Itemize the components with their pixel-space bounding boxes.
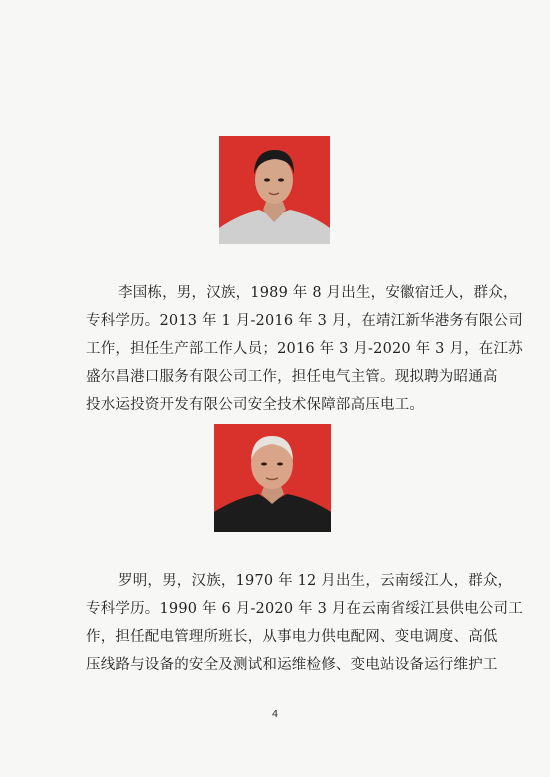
portrait-photo-1 — [219, 136, 330, 244]
bio-paragraph-2 — [86, 567, 523, 679]
bio-2-line-3: 作，担任配电管理所班长，从事电力供电配网、变电调度、高低 — [86, 629, 498, 645]
bio-paragraph-1 — [86, 279, 523, 419]
bio-2-line-1: 罗明，男，汉族，1970 年 12 月出生，云南绥江人，群众， — [118, 573, 513, 589]
bio-1-line-2: 专科学历。2013 年 1 月-2016 年 3 月，在靖江新华港务有限公司 — [86, 313, 523, 329]
bio-1-line-3: 工作，担任生产部工作人员；2016 年 3 月-2020 年 3 月，在江苏 — [86, 341, 523, 357]
portrait-photo-2 — [214, 424, 331, 532]
bio-2-line-2: 专科学历。1990 年 6 月-2020 年 3 月在云南省绥江县供电公司工 — [86, 601, 523, 617]
page-number: 4 — [271, 709, 279, 720]
bio-2-line-4: 压线路与设备的安全及测试和运维检修、变电站设备运行维护工 — [86, 657, 498, 673]
portrait-1-image — [219, 136, 330, 244]
bio-1-line-4: 盛尔昌港口服务有限公司工作，担任电气主管。现拟聘为昭通高 — [86, 369, 498, 385]
bio-1-line-1: 李国栋，男，汉族，1989 年 8 月出生，安徽宿迁人，群众， — [118, 285, 518, 301]
portrait-2-image — [214, 424, 331, 532]
bio-1-line-5: 投水运投资开发有限公司安全技术保障部高压电工。 — [86, 397, 425, 413]
